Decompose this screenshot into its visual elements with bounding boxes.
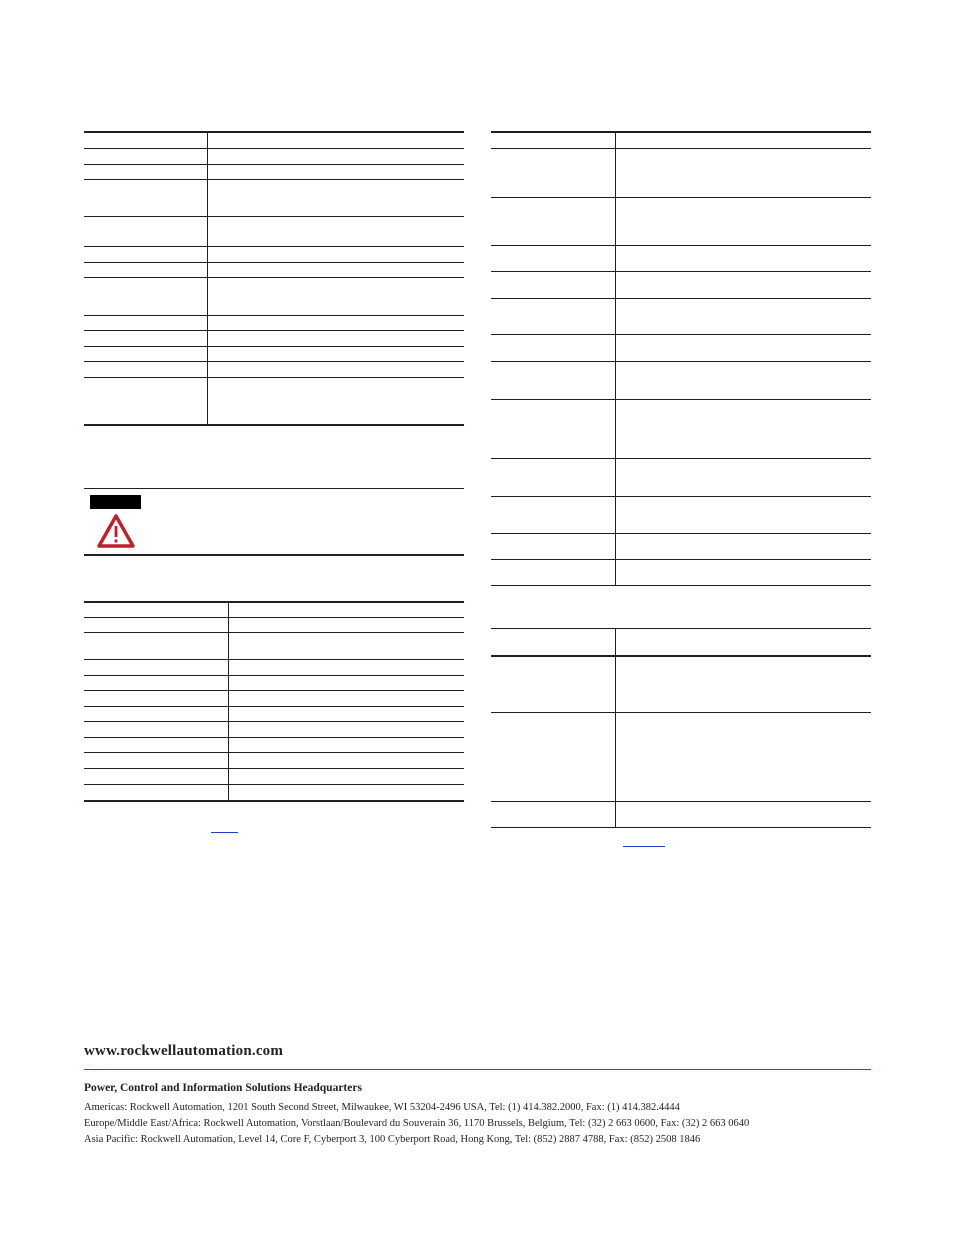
- table-row: [491, 399, 871, 400]
- table-row: [84, 752, 464, 753]
- table-row: [491, 361, 871, 362]
- footer-address-emea: Europe/Middle East/Africa: Rockwell Automation, Vorstlaan/Boulevard du Souverain 36, 1170 Brussels, Belgium, Tel: (32) 2 663 0600, Fax: (32) 2 663 0640: [84, 1118, 750, 1129]
- table-row: [84, 768, 464, 769]
- footer-address-asia-pacific: Asia Pacific: Rockwell Automation, Level 14, Core F, Cyberport 3, 100 Cyberport Road, Hong Kong, Tel: (852) 2887 4788, Fax: (852) 2508 1846: [84, 1134, 701, 1145]
- table-row: [84, 179, 464, 180]
- table-row: [84, 377, 464, 378]
- table-row: [84, 737, 464, 738]
- footer-headquarters-title: Power, Control and Information Solutions Headquarters: [84, 1082, 362, 1094]
- table-row: [84, 330, 464, 331]
- footer-address-americas: Americas: Rockwell Automation, 1201 South Second Street, Milwaukee, WI 53204-2496 USA, Tel: (1) 414.382.2000, Fax: (1) 414.382.4444: [84, 1102, 680, 1113]
- table-row: [491, 197, 871, 198]
- table-row: [84, 262, 464, 263]
- table-row: [84, 164, 464, 165]
- left-footnote-link[interactable]: [211, 832, 238, 833]
- table-row: [84, 216, 464, 217]
- table-row: [84, 721, 464, 722]
- table-row: [84, 675, 464, 676]
- table-row: [84, 617, 464, 618]
- table-row: [491, 712, 871, 713]
- table-row: [84, 690, 464, 691]
- table-row: [491, 496, 871, 497]
- table-row: [84, 346, 464, 347]
- footer-divider: [84, 1069, 871, 1070]
- table-row: [491, 559, 871, 560]
- table-row: [491, 271, 871, 272]
- attention-label-bar: [90, 495, 141, 509]
- warning-triangle-icon: [97, 514, 135, 548]
- table-row: [491, 533, 871, 534]
- table-row: [84, 246, 464, 247]
- table-row: [84, 706, 464, 707]
- table-row: [491, 245, 871, 246]
- footer-website-url[interactable]: www.rockwellautomation.com: [84, 1043, 284, 1059]
- table-row: [491, 148, 871, 149]
- table-row: [491, 334, 871, 335]
- table-row: [491, 458, 871, 459]
- table-row: [84, 784, 464, 785]
- table-row: [491, 801, 871, 802]
- table-row: [84, 659, 464, 660]
- table-row: [491, 298, 871, 299]
- table-row: [84, 632, 464, 633]
- table-row: [84, 148, 464, 149]
- table-row: [84, 277, 464, 278]
- right-footnote-link[interactable]: [623, 846, 665, 847]
- table-row: [84, 315, 464, 316]
- table-row: [84, 361, 464, 362]
